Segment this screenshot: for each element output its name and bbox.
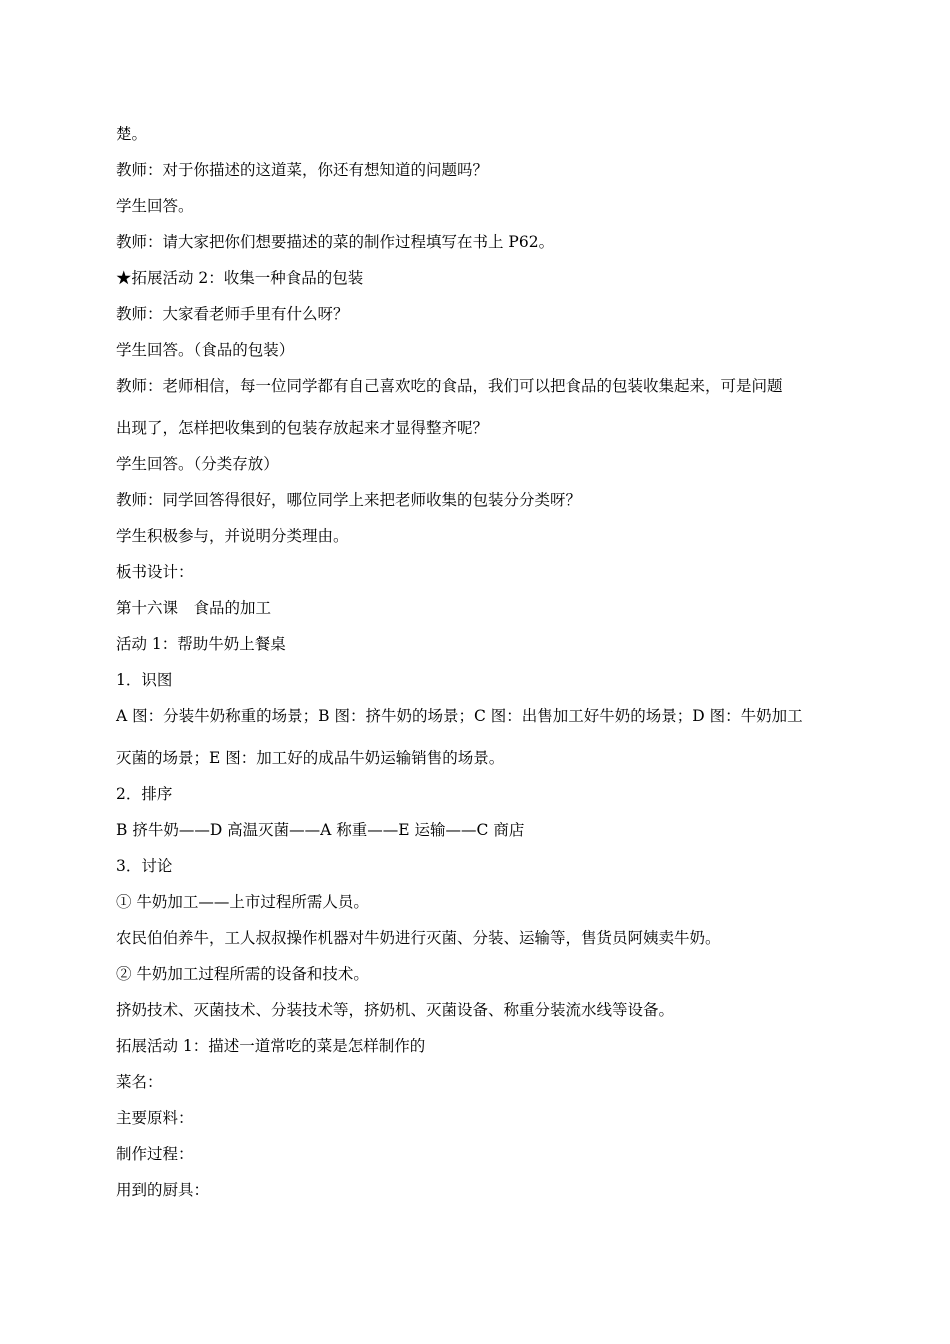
text-line: A 图：分装牛奶称重的场景；B 图：挤牛奶的场景；C 图：出售加工好牛奶的场景；D 图：牛奶加工 <box>116 707 803 725</box>
text-line: 学生回答。 <box>116 197 194 215</box>
text-line: 教师：大家看老师手里有什么呀？ <box>116 305 349 323</box>
text-line: 农民伯伯养牛，工人叔叔操作机器对牛奶进行灭菌、分装、运输等，售货员阿姨卖牛奶。 <box>116 929 721 947</box>
lesson-title: 第十六课 食品的加工 <box>116 599 272 617</box>
text-line: 挤奶技术、灭菌技术、分装技术等，挤奶机、灭菌设备、称重分装流水线等设备。 <box>116 1001 675 1019</box>
list-item: 2．排序 <box>116 785 173 803</box>
text-line: 出现了，怎样把收集到的包装存放起来才显得整齐呢？ <box>116 419 489 437</box>
text-line: 学生回答。（食品的包装） <box>116 341 295 359</box>
document-body <box>116 124 840 1216</box>
activity-title: 活动 1：帮助牛奶上餐桌 <box>116 635 286 653</box>
list-item: ② 牛奶加工过程所需的设备和技术。 <box>116 965 369 983</box>
activity-title: 拓展活动 1：描述一道常吃的菜是怎样制作的 <box>116 1037 426 1055</box>
text-line: 教师：同学回答得很好，哪位同学上来把老师收集的包装分分类呀？ <box>116 491 582 509</box>
text-line: 教师：老师相信，每一位同学都有自己喜欢吃的食品，我们可以把食品的包装收集起来，可是问题 <box>116 377 783 395</box>
form-label: 菜名： <box>116 1073 163 1091</box>
list-item: ① 牛奶加工——上市过程所需人员。 <box>116 893 369 911</box>
text-line: 学生回答。（分类存放） <box>116 455 279 473</box>
section-heading: ★拓展活动 2：收集一种食品的包装 <box>116 269 364 287</box>
text-line: 教师：对于你描述的这道菜，你还有想知道的问题吗？ <box>116 161 489 179</box>
list-item: 1．识图 <box>116 671 173 689</box>
text-line: 教师：请大家把你们想要描述的菜的制作过程填写在书上 P62。 <box>116 233 555 251</box>
text-line: 学生积极参与，并说明分类理由。 <box>116 527 349 545</box>
section-heading: 板书设计： <box>116 563 194 581</box>
text-line: B 挤牛奶——D 高温灭菌——A 称重——E 运输——C 商店 <box>116 821 525 839</box>
form-label: 用到的厨具： <box>116 1181 210 1199</box>
text-line: 楚。 <box>116 125 148 143</box>
list-item: 3．讨论 <box>116 857 173 875</box>
text-line: 灭菌的场景；E 图：加工好的成品牛奶运输销售的场景。 <box>116 749 505 767</box>
form-label: 主要原料： <box>116 1109 194 1127</box>
form-label: 制作过程： <box>116 1145 194 1163</box>
